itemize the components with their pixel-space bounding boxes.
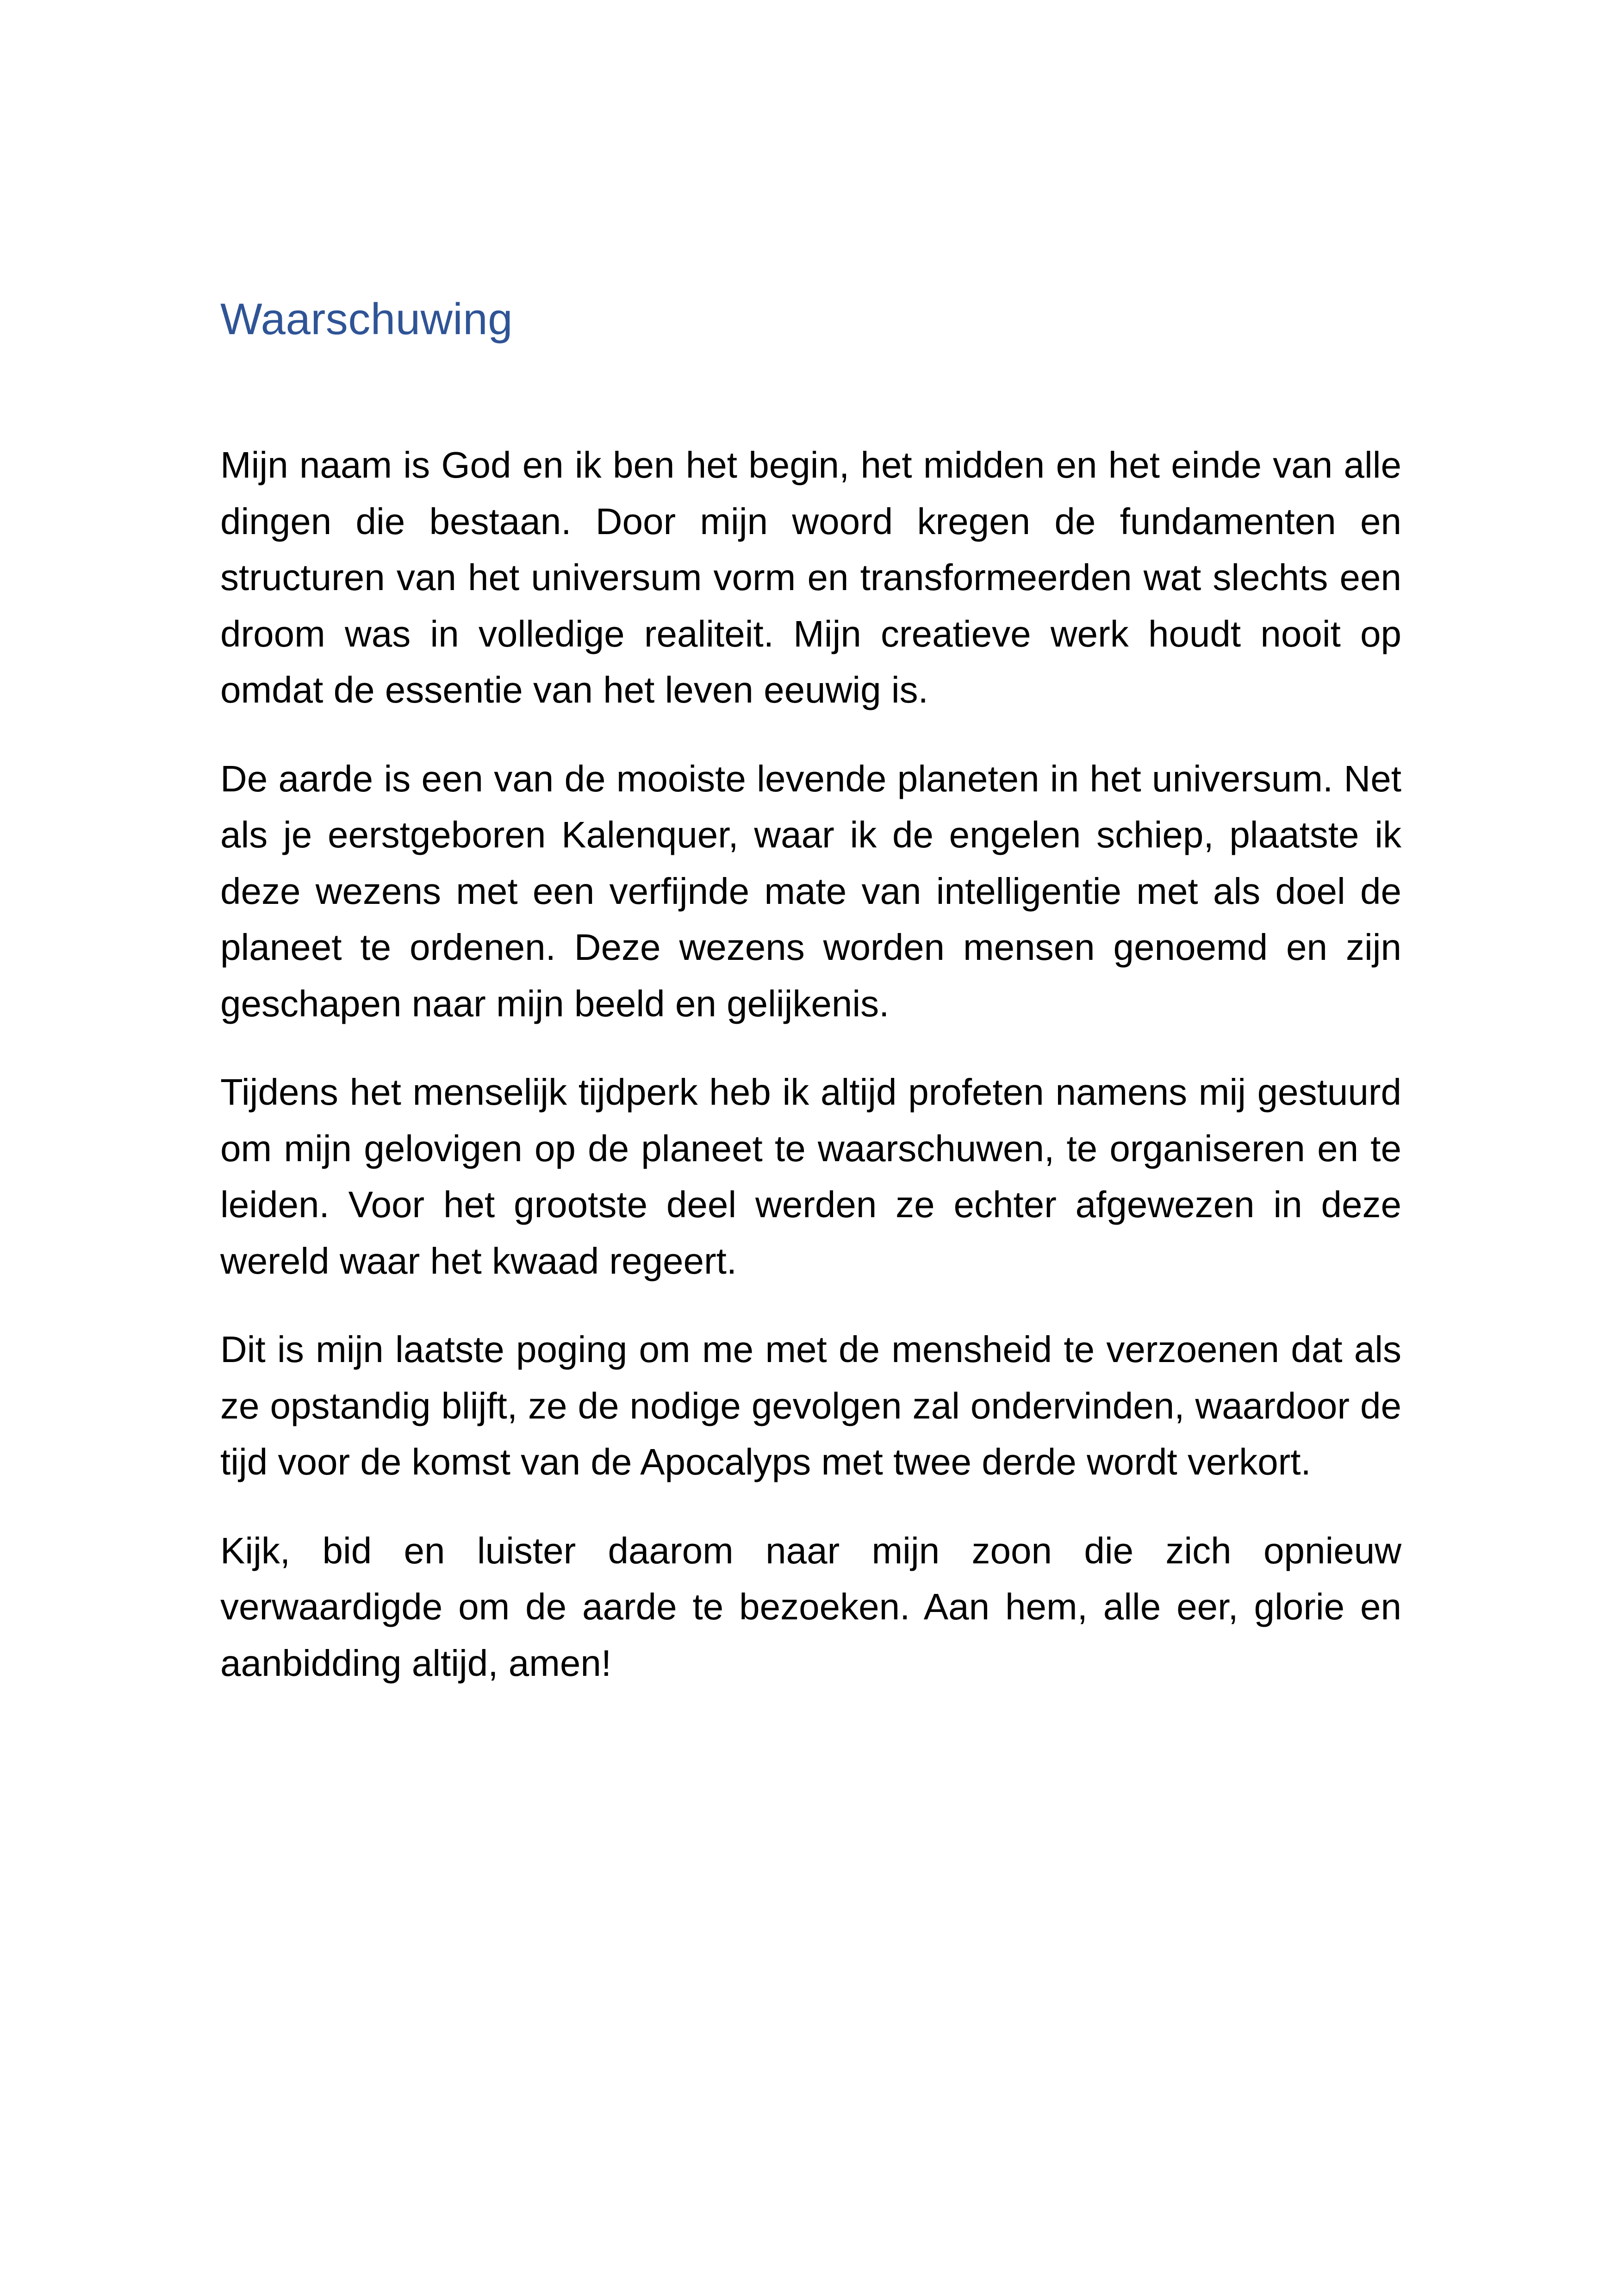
paragraph-5: Kijk, bid en luister daarom naar mijn zoon die zich opnieuw verwaardigde om de aarde te bezoeken. Aan hem, alle eer, glorie en aanbidding altijd, amen! (220, 1530, 1401, 1684)
paragraph-2: De aarde is een van de mooiste levende planeten in het universum. Net als je eerstgeboren Kalenquer, waar ik de engelen schiep, plaatste ik deze wezens met een verfijnde mate van intelligentie met als doel de planeet te ordenen. Deze wezens worden mensen genoemd en zijn geschapen naar mijn beeld en gelijkenis. (220, 758, 1401, 1024)
paragraph-3: Tijdens het menselijk tijdperk heb ik altijd profeten namens mij gestuurd om mijn gelovigen op de planeet te waarschuwen, te organiseren en te leiden. Voor het grootste deel werden ze echter afgewezen in deze wereld waar het kwaad regeert. (220, 1071, 1401, 1282)
document-title: Waarschuwing (220, 294, 513, 344)
paragraph-4: Dit is mijn laatste poging om me met de mensheid te verzoenen dat als ze opstandig blijft, ze de nodige gevolgen zal ondervinden, waardoor de tijd voor de komst van de Apocalyps met twee derde wordt verkort. (220, 1329, 1401, 1482)
document-body (220, 292, 1401, 1724)
paragraph-1: Mijn naam is God en ik ben het begin, het midden en het einde van alle dingen die bestaan. Door mijn woord kregen de fundamenten en structuren van het universum vorm en transformeerden wat slechts een droom was in volledige realiteit. Mijn creatieve werk houdt nooit op omdat de essentie van het leven eeuwig is. (220, 444, 1401, 710)
